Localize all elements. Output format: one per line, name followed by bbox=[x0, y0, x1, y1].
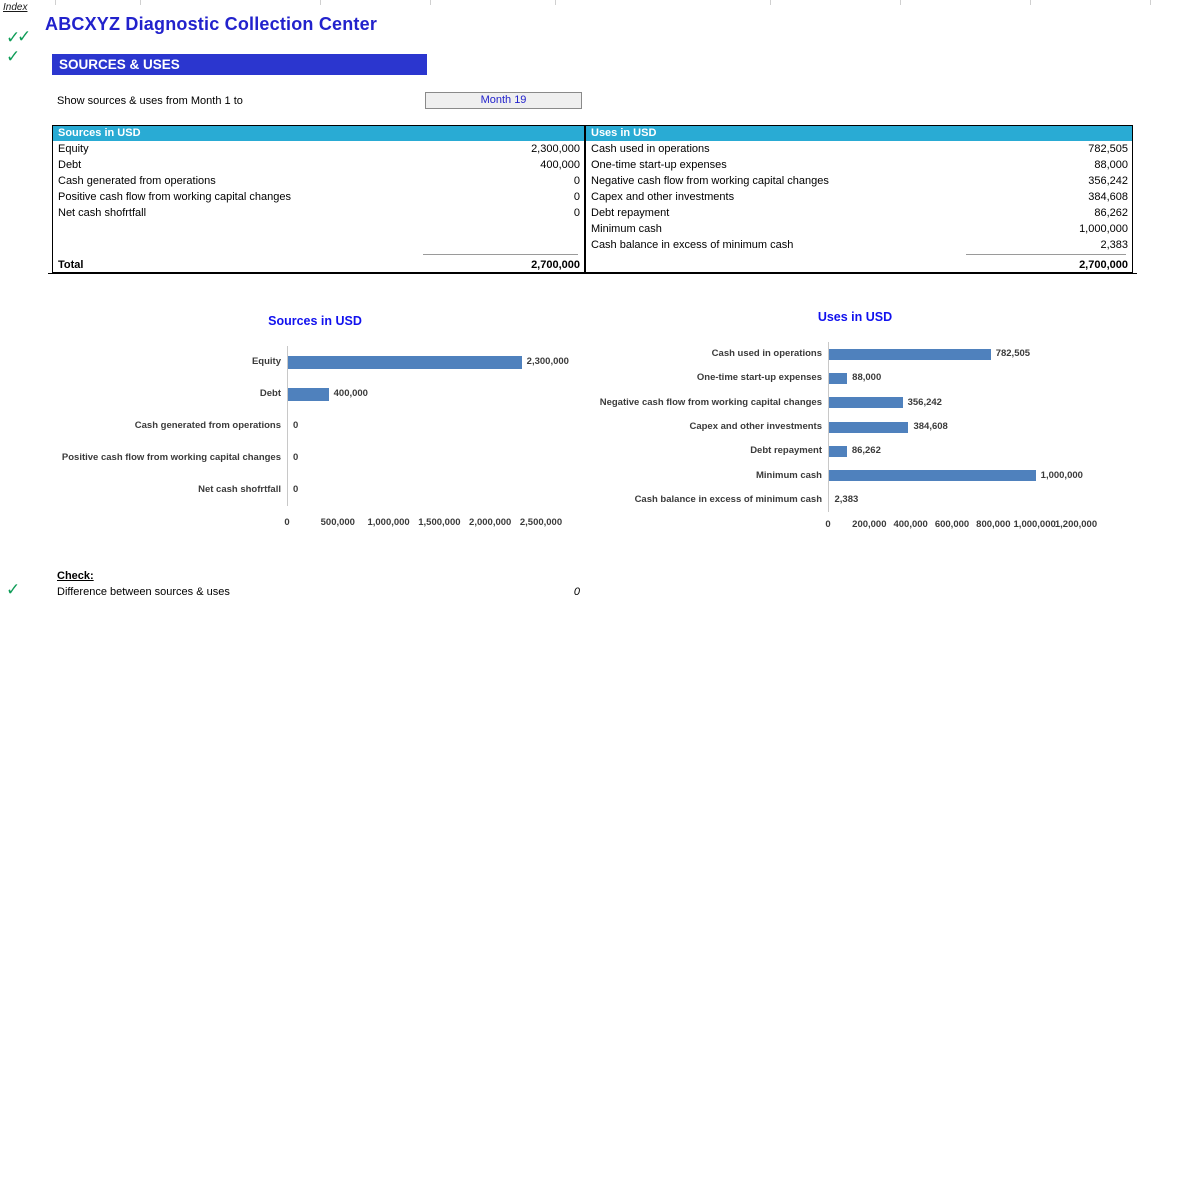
sources-bar-chart bbox=[30, 310, 600, 545]
chart-data-label: 2,300,000 bbox=[526, 356, 569, 367]
chart-category-label: Debt bbox=[259, 388, 281, 399]
table-row-value: 0 bbox=[573, 191, 580, 203]
tick-check-icon: ✓ bbox=[6, 580, 21, 600]
chart-x-tick-label: 200,000 bbox=[852, 519, 887, 530]
chart-bar bbox=[829, 470, 1036, 481]
table-total-value: 2,700,000 bbox=[1079, 259, 1128, 271]
chart-category-label: Debt repayment bbox=[750, 445, 822, 457]
chart-bar bbox=[829, 373, 847, 384]
section-header-label: SOURCES & USES bbox=[59, 57, 180, 72]
chart-bar bbox=[829, 446, 847, 457]
table-row bbox=[586, 205, 1132, 221]
chart-category-label: Cash generated from operations bbox=[134, 420, 281, 431]
chart-category-label: Negative cash flow from working capital changes bbox=[599, 396, 822, 408]
table-row-value: 2,383 bbox=[1100, 239, 1128, 251]
table-row bbox=[586, 157, 1132, 173]
total-rule bbox=[966, 254, 1126, 255]
index-link[interactable]: Index bbox=[3, 2, 28, 13]
chart-x-tick-label: 600,000 bbox=[934, 519, 970, 530]
table-row-label: One-time start-up expenses bbox=[591, 159, 727, 171]
chart-category-label: Minimum cash bbox=[756, 469, 822, 481]
table-row-value: 0 bbox=[573, 175, 580, 187]
table-total-label: Total bbox=[58, 259, 84, 271]
table-row-label: Cash balance in excess of minimum cash bbox=[591, 239, 794, 251]
table-row-value: 782,505 bbox=[1088, 143, 1128, 155]
page-title: ABCXYZ Diagnostic Collection Center bbox=[45, 14, 378, 34]
sources-table-header: Sources in USD bbox=[53, 126, 584, 141]
uses-table-body bbox=[586, 141, 1132, 273]
chart-data-label: 0 bbox=[293, 420, 299, 431]
table-row bbox=[586, 237, 1132, 253]
chart-category-label: Positive cash flow from working capital changes bbox=[61, 452, 281, 463]
table-row bbox=[586, 141, 1132, 157]
chart-title: Sources in USD bbox=[268, 314, 362, 328]
chart-x-tick-label: 1,000,000 bbox=[1013, 519, 1056, 530]
table-row-label: Debt bbox=[58, 159, 82, 171]
chart-data-label: 0 bbox=[293, 452, 299, 463]
spreadsheet-column-strip bbox=[0, 0, 1200, 5]
table-row-label: Minimum cash bbox=[591, 223, 662, 235]
chart-data-label: 1,000,000 bbox=[1040, 469, 1083, 481]
chart-bar bbox=[829, 422, 908, 433]
chart-x-tick-label: 0 bbox=[825, 519, 831, 530]
table-row-label: Net cash shofrtfall bbox=[58, 207, 147, 219]
chart-category-label: One-time start-up expenses bbox=[696, 372, 822, 384]
table-row bbox=[53, 205, 584, 221]
chart-x-tick-label: 500,000 bbox=[320, 517, 355, 528]
chart-x-tick-label: 800,000 bbox=[976, 519, 1011, 530]
chart-data-label: 2,383 bbox=[834, 493, 859, 505]
uses-table-header: Uses in USD bbox=[586, 126, 1132, 141]
section-header-bar bbox=[52, 54, 427, 75]
table-row bbox=[53, 157, 584, 173]
chart-category-label: Cash used in operations bbox=[711, 348, 822, 360]
chart-x-tick-label: 1,000,000 bbox=[367, 517, 410, 528]
table-row-value: 88,000 bbox=[1094, 159, 1128, 171]
chart-x-tick-label: 1,200,000 bbox=[1054, 519, 1098, 530]
tick-row2-a-icon: ✓ bbox=[6, 47, 21, 67]
chart-bar bbox=[829, 397, 903, 408]
total-rule bbox=[423, 254, 578, 255]
chart-data-label: 86,262 bbox=[851, 445, 881, 457]
table-total-row bbox=[53, 257, 584, 273]
table-row-label: Cash generated from operations bbox=[58, 175, 216, 187]
chart-category-label: Net cash shofrtfall bbox=[198, 484, 281, 495]
check-difference-value: 0 bbox=[573, 586, 580, 598]
chart-data-label: 782,505 bbox=[995, 348, 1031, 360]
table-row-value: 356,242 bbox=[1088, 175, 1128, 187]
tick-row1-b-icon: ✓ bbox=[17, 27, 32, 47]
chart-category-label: Equity bbox=[251, 356, 281, 367]
chart-x-tick-label: 400,000 bbox=[893, 519, 928, 530]
chart-x-tick-label: 2,000,000 bbox=[469, 517, 512, 528]
table-row-label: Equity bbox=[58, 143, 89, 155]
table-row bbox=[586, 189, 1132, 205]
table-row-label: Cash used in operations bbox=[591, 143, 710, 155]
table-bottom-rule bbox=[48, 273, 589, 274]
table-row-value: 0 bbox=[573, 207, 580, 219]
table-row-value: 1,000,000 bbox=[1079, 223, 1128, 235]
tick-row1-a-icon: ✓ bbox=[6, 28, 21, 48]
chart-x-tick-label: 0 bbox=[284, 517, 290, 528]
table-total-row bbox=[586, 257, 1132, 273]
table-row-label: Capex and other investments bbox=[591, 191, 735, 203]
table-row bbox=[586, 173, 1132, 189]
chart-bar bbox=[288, 388, 329, 401]
table-total-value: 2,700,000 bbox=[531, 259, 580, 271]
chart-category-label: Cash balance in excess of minimum cash bbox=[634, 493, 822, 505]
sources-table bbox=[52, 125, 585, 273]
table-row-value: 384,608 bbox=[1088, 191, 1128, 203]
chart-data-label: 400,000 bbox=[333, 388, 368, 399]
table-total-label bbox=[591, 257, 1033, 273]
chart-data-label: 384,608 bbox=[913, 421, 948, 432]
uses-table bbox=[585, 125, 1133, 273]
month-range-label: Show sources & uses from Month 1 to bbox=[57, 95, 243, 107]
table-row bbox=[53, 141, 584, 157]
chart-category-label: Capex and other investments bbox=[689, 421, 822, 432]
chart-bar bbox=[829, 349, 991, 360]
chart-title: Uses in USD bbox=[817, 310, 893, 324]
table-row-label: Debt repayment bbox=[591, 207, 670, 219]
chart-data-label: 356,242 bbox=[907, 396, 942, 408]
chart-x-tick-label: 1,500,000 bbox=[418, 517, 461, 528]
chart-bar bbox=[288, 356, 522, 369]
sources-table-body bbox=[53, 141, 584, 273]
table-row-label: Positive cash flow from working capital changes bbox=[58, 191, 291, 203]
table-row bbox=[586, 221, 1132, 237]
table-row-value: 86,262 bbox=[1094, 207, 1128, 219]
check-difference-label: Difference between sources & uses bbox=[57, 586, 230, 598]
month-selector[interactable]: Month 19 bbox=[425, 92, 582, 109]
table-row-label: Negative cash flow from working capital changes bbox=[591, 175, 829, 187]
table-row-value: 400,000 bbox=[540, 159, 580, 171]
chart-data-label: 0 bbox=[293, 484, 299, 495]
check-section-title: Check: bbox=[57, 570, 94, 582]
table-row bbox=[53, 189, 584, 205]
table-row bbox=[53, 173, 584, 189]
chart-x-tick-label: 2,500,000 bbox=[519, 517, 563, 528]
uses-bar-chart bbox=[570, 308, 1140, 543]
table-row-value: 2,300,000 bbox=[531, 143, 580, 155]
chart-value-axis-line bbox=[287, 346, 288, 506]
chart-data-label: 88,000 bbox=[852, 372, 882, 384]
table-bottom-rule bbox=[581, 273, 1137, 274]
